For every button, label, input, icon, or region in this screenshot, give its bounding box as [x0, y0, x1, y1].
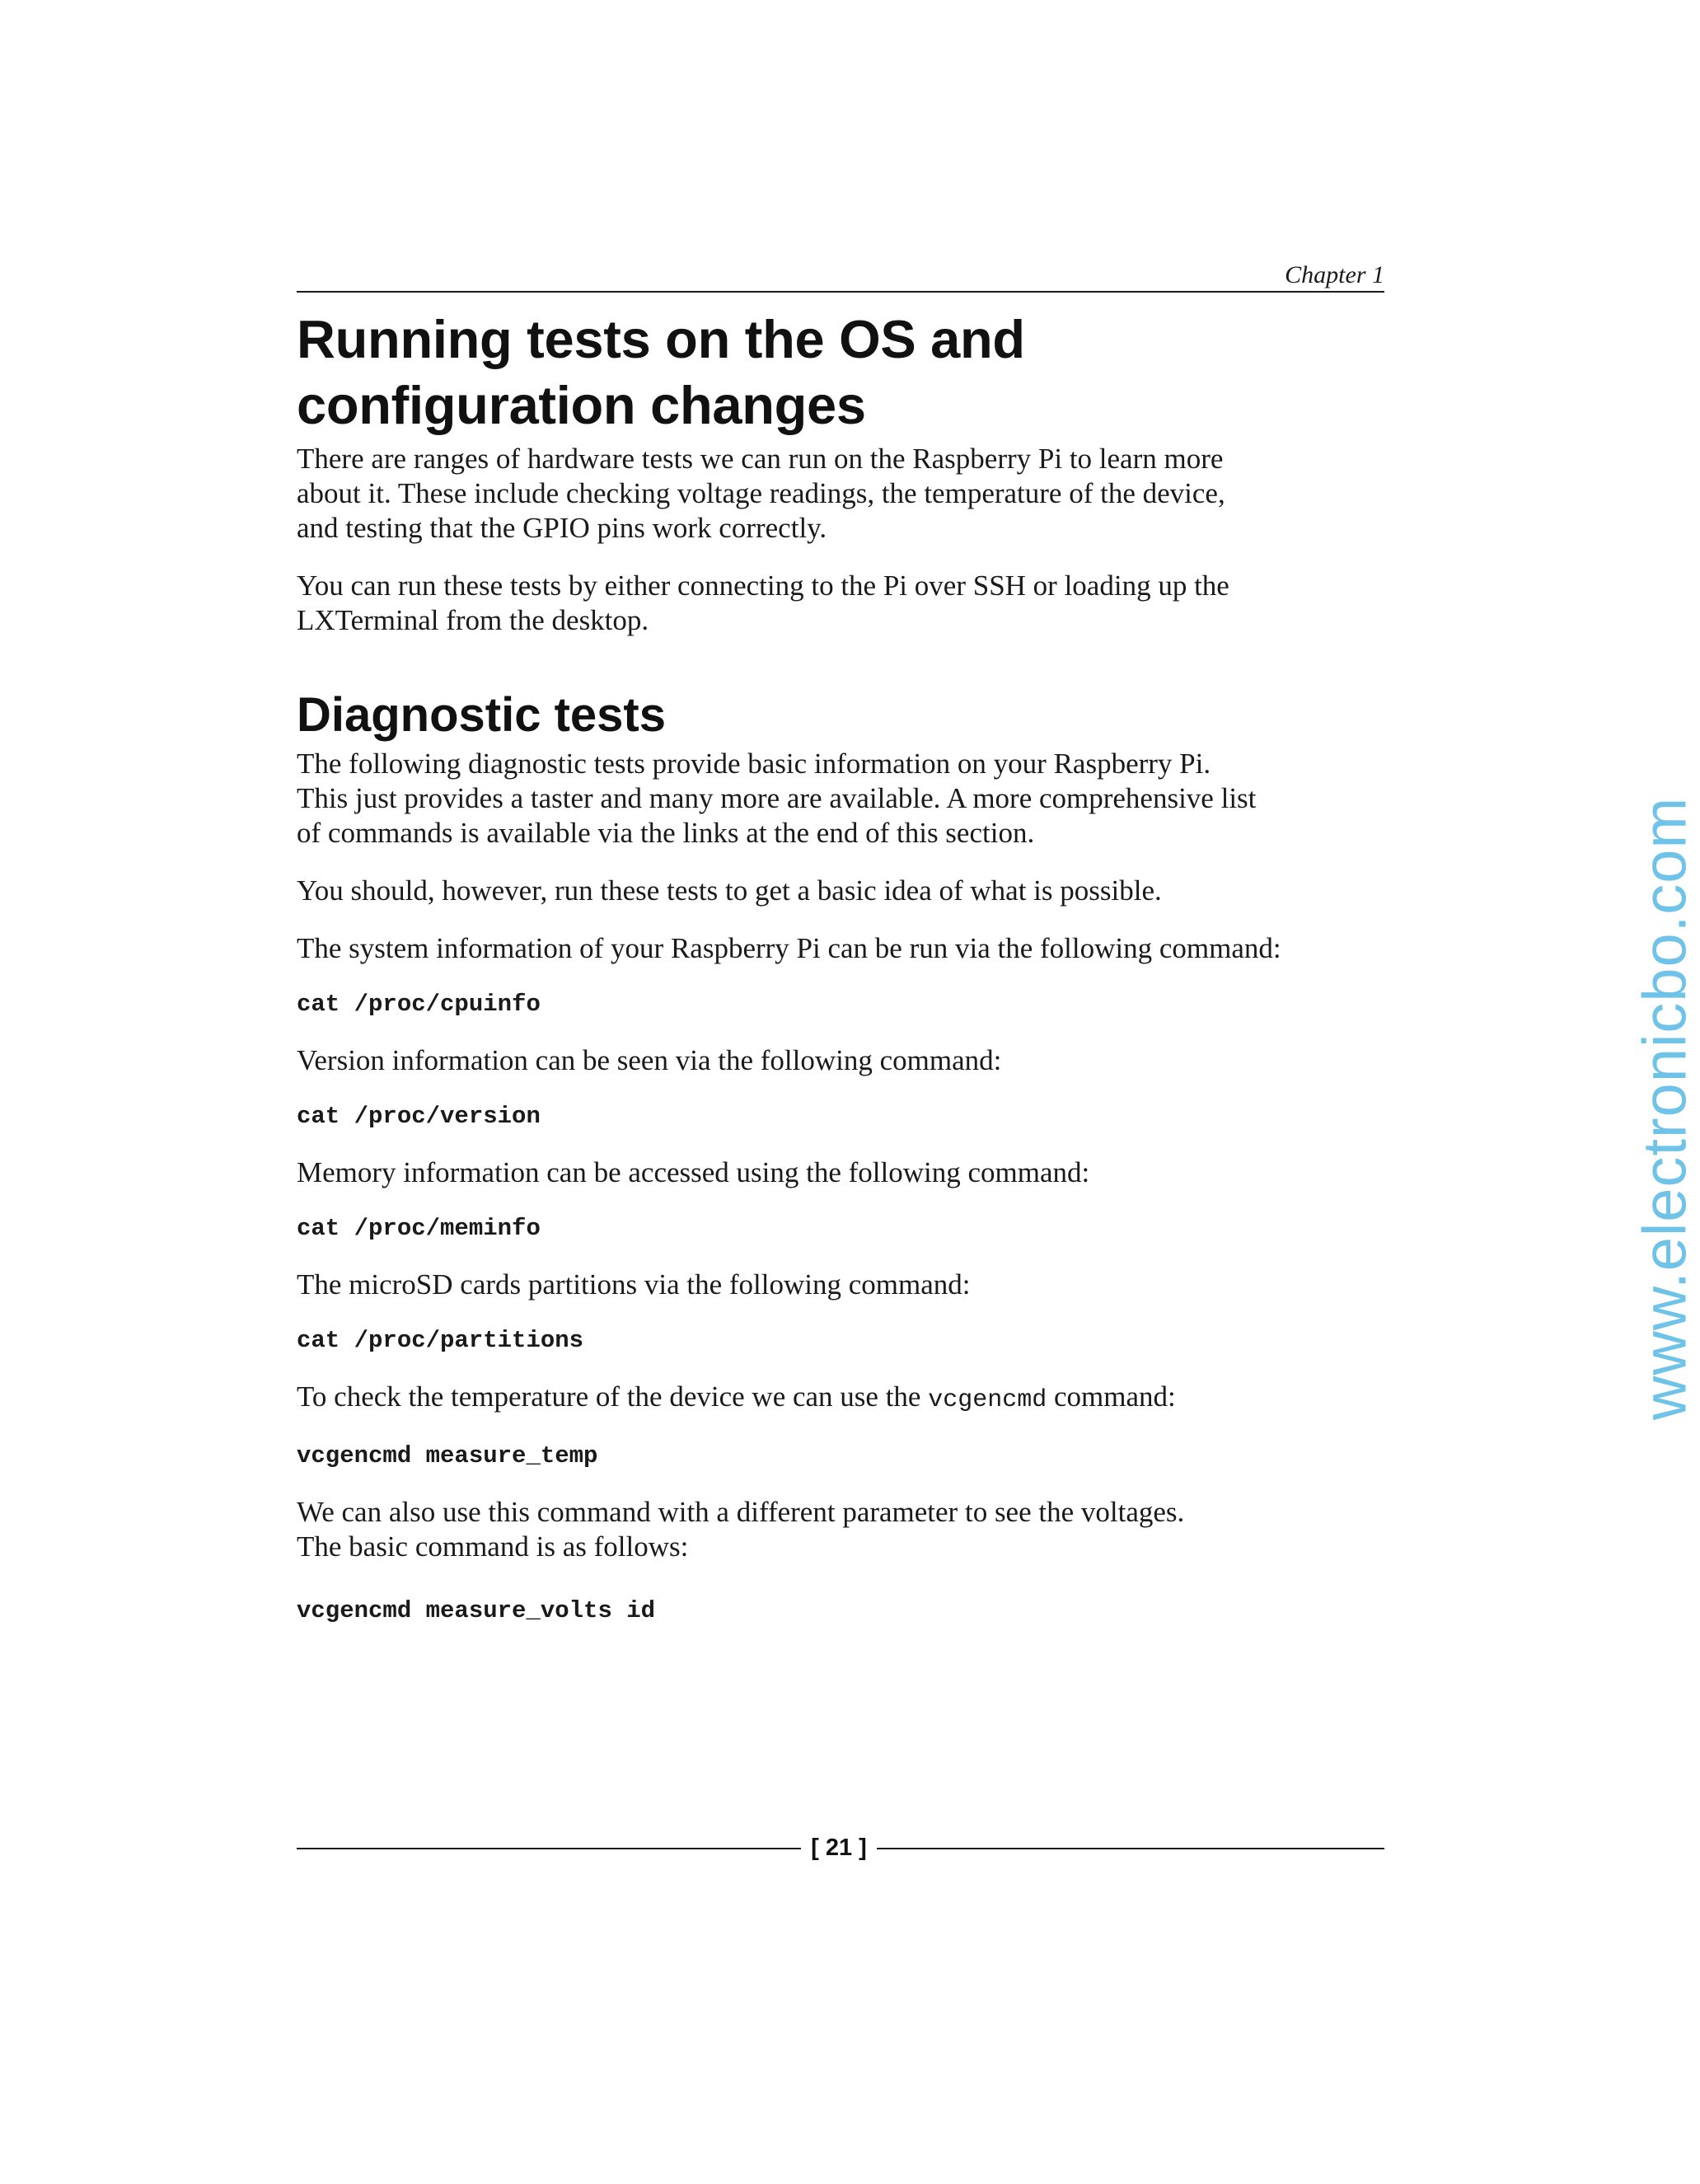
code-measure-temp: vcgencmd measure_temp: [297, 1442, 598, 1469]
paragraph-temperature: To check the temperature of the device we can use the vcgencmd command:: [297, 1380, 1176, 1414]
header-rule: [297, 291, 1384, 293]
paragraph-basic-idea: You should, however, run these tests to get a basic idea of what is possible.: [297, 874, 1162, 907]
code-version: cat /proc/version: [297, 1103, 541, 1130]
paragraph-meminfo: Memory information can be accessed using the following command:: [297, 1156, 1090, 1188]
code-cpuinfo: cat /proc/cpuinfo: [297, 991, 541, 1018]
paragraph-hardware-tests: There are ranges of hardware tests we can run on the Raspberry Pi to learn more about it. These include checking voltage readings, the temperature of the device, and testing that the GPIO pins work correctly.: [297, 443, 1225, 544]
watermark-url: www.electronicbo.com: [1630, 796, 1699, 1421]
paragraph-diagnostic-intro: The following diagnostic tests provide basic information on your Raspberry Pi. This just provides a taster and many more are available. A more comprehensive list of commands is available via the links at the end of this section.: [297, 748, 1257, 849]
paragraph-cpuinfo: The system information of your Raspberry Pi can be run via the following command:: [297, 932, 1281, 964]
paragraph-ssh-lxterminal: You can run these tests by either connecting to the Pi over SSH or loading up the LXTerminal from the desktop.: [297, 569, 1229, 636]
title-line-1: Running tests on the OS and: [297, 309, 1025, 369]
code-partitions: cat /proc/partitions: [297, 1327, 584, 1354]
paragraph-voltages: We can also use this command with a different parameter to see the voltages. The basic command is as follows:: [297, 1496, 1185, 1563]
section-title-running-tests: [297, 307, 1384, 438]
page-content: [297, 307, 1384, 1629]
title-line-2: configuration changes: [297, 375, 866, 435]
page-number: [ 21 ]: [811, 1835, 867, 1861]
section-title-diagnostic-tests: Diagnostic tests: [297, 688, 666, 742]
code-meminfo: cat /proc/meminfo: [297, 1215, 541, 1242]
chapter-running-head: Chapter 1: [1285, 261, 1384, 288]
footer-rule-right: [877, 1848, 1384, 1849]
paragraph-version: Version information can be seen via the following command:: [297, 1044, 1002, 1076]
code-measure-volts: vcgencmd measure_volts id: [297, 1597, 656, 1624]
footer-rule-left: [297, 1848, 801, 1849]
inline-code-vcgencmd: vcgencmd: [928, 1386, 1047, 1414]
paragraph-partitions: The microSD cards partitions via the following command:: [297, 1268, 971, 1301]
